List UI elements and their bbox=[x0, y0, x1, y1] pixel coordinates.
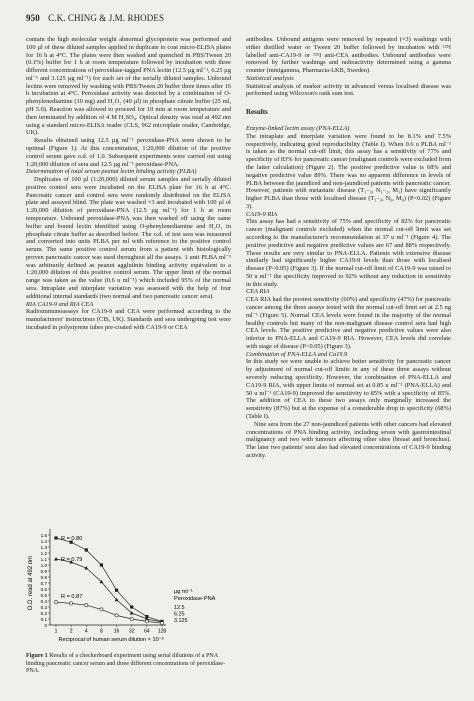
x-axis-label: Reciprocal of human serum dilution × 10⁻³ bbox=[58, 637, 164, 643]
figure-caption bbox=[26, 653, 231, 676]
data-point bbox=[85, 604, 88, 607]
y-tick-label: 0.1 bbox=[40, 616, 47, 622]
x-tick-label: 64 bbox=[144, 628, 150, 635]
data-point bbox=[85, 548, 88, 551]
data-point bbox=[130, 605, 133, 608]
section-heading: Combination of PNA-ELLA and Ca19.9 bbox=[246, 350, 348, 358]
y-tick-label: 0 bbox=[44, 622, 47, 628]
data-point bbox=[160, 622, 163, 625]
series-line-0 bbox=[56, 538, 162, 621]
section-heading: RIA CA19-9 and RIA CEA bbox=[26, 300, 94, 308]
y-tick-label: 0.3 bbox=[40, 604, 47, 610]
y-tick-label: 1.0 bbox=[40, 562, 47, 568]
data-point bbox=[100, 608, 103, 611]
y-tick-label: 0.5 bbox=[40, 592, 47, 598]
data-point bbox=[54, 601, 57, 604]
series-r-label: R = 0.87 bbox=[61, 594, 83, 601]
paragraph: Results obtained using 12.5 µg ml⁻¹ peroxidase-PNA were shown to be optimal (Figure 1). At this concentration, 1:20,000 dilution of the positive control serum gave o.d. of 1.0. Subsequent experiments were carried out using 1:20,000 dilution of sera and 12.5 µg ml⁻¹ peroxidase-PNA. bbox=[26, 137, 231, 168]
legend-title: Peroxidase-PNA bbox=[174, 596, 216, 602]
section-heading: Determination of total serum peanut lectin binding activity (PLBA) bbox=[26, 168, 197, 176]
y-tick-label: 0.8 bbox=[40, 574, 47, 580]
results-heading: Results bbox=[246, 108, 268, 117]
chart-marks bbox=[54, 536, 187, 625]
running-header bbox=[26, 13, 164, 23]
y-tick-label: 1.2 bbox=[40, 550, 47, 556]
legend-entry: 3.125 bbox=[174, 618, 188, 624]
y-tick-label: 1.1 bbox=[40, 556, 47, 562]
running-title: C.K. CHING & J.M. RHODES bbox=[48, 13, 165, 23]
paragraph: Duplicates of 100 µl (1:20,000) diluted serum samples and serially diluted positive control sera were incubated on the ELISA plate for 16 h at 4°C. Pancreatic cancer and control sera were randomly distributed on the ELISA plate and assayed blind. The plate was washed ×3 and incubated with 100 µl of 1:20,000 dilution of peroxidase-PNA (12.5 µg ml⁻¹) for 1 h at room temperature. Unbound peroxidase-PNA was then washed off using the same buffer and bound lectin identified using O-phenylenediamine and H₂O₂ in phosphate citrate buffer as described before. The o.d. of test sera was measured and converted into units PLBA per ml with reference to the positive control serum. The same positive control serum from a patient with histologically proven pancreatic cancer was used throughout all the assays. 1 unit PLBA ml⁻¹ was arbitrarily defined as peanut agglutinin binding activity equivalent to a 1:20,000 dilution of this positive control serum. The upper limit of the normal range was taken as the value (0.6 u ml⁻¹) which included 95% of the normal sera. Intraplate and interplate variation was assessed with the help of four additional internal standards (two normal and two pancreatic cancer sera). bbox=[26, 176, 231, 300]
x-tick-label: 1 bbox=[54, 628, 58, 635]
paragraph: This assay has had a sensitivity of 75% and specificity of 82% for pancreatic cancer (malignant controls excluded) when the normal cut-off limit was set according to the manufacturer's recommendation at 37 u ml⁻¹ (Figure 4). The positive predictive and negative predictive values are 67 and 88% respectively. These results are very similar to PNA-ELLA. Patients with extensive disease similarly had significantly higher CA19-9 levels than those with localised disease (P<0.05) (Figure 3). If the normal cut-off limit of CA19-9 was raised to 50 u ml⁻¹ the specificity improved to 92% without any reduction in sensitivity in this study. bbox=[246, 218, 451, 288]
x-tick-label: 8 bbox=[100, 628, 103, 635]
figure-1-chart bbox=[26, 525, 231, 643]
paragraph: CEA RIA had the poorest sensitivity (60%) and specificity (47%) for pancreatic cancer among the three assays tested with the normal cut-off limit set at 2.5 ng ml⁻¹ (Figure 5). Normal CEA levels were found in the majority of the normal healthy controls but many of the non-malignant disease control sera had high CEA levels. The positive predictive and negative predictive values were also inferior to PNA-ELLA and CA19-9 RIA. However, CEA levels did correlate with stage of disease (P<0.05) (Figure 3). bbox=[246, 296, 451, 350]
x-tick-label: 16 bbox=[113, 628, 120, 635]
y-tick-label: 0.2 bbox=[40, 610, 47, 616]
y-tick-label: 0.9 bbox=[40, 568, 47, 574]
section-heading: Statistical analysis bbox=[246, 74, 294, 82]
data-point bbox=[115, 589, 118, 592]
y-tick-label: 1.4 bbox=[40, 538, 47, 544]
paragraph: The intraplate and interplate variation were found to be 8.1% and 7.5% respectively, indicating good reproducibility (Table I). When 0.6 u PLBA ml⁻¹ is taken as the normal cut-off limit, this assay has a sensitivity of 77% and specificity of 83% for pancreatic cancer (malignant controls were excluded from the latter calculation) (Figure 2). The positive predictive value is 68% and negative predictive value 89%. There was no apparent difference in levels of PLBA between the jaundiced and non-jaundiced patients with pancreatic cancer. However, patients with metastatic disease (T₁₋₃, N₁₋₂, M₁) have significantly higher PLBA than those with localised disease (T₁₋₃, N₀, M₀) (P<0.02) (Figure 3). bbox=[246, 132, 451, 210]
x-tick-label: 128 bbox=[157, 628, 167, 635]
legend-entry: 6.25 bbox=[174, 611, 185, 618]
caption-text: Results of a checkerboard experiment using serial dilutions of a PNA binding pancreatic cancer serum and three different concentrations of peroxidase-PNA. bbox=[26, 653, 226, 675]
data-point bbox=[54, 536, 57, 539]
paragraph: antibodies. Unbound antigens were removed by repeated (×3) washings with either distilled water or Tween 20 buffer followed by incubation with ¹²⁵I labelled anti-CA19-9 or ¹²⁵I anti-CEA antibodies. Unbound antibodies were removed by further washings and radioactivity determined using a gamma counter (minigamma, Pharmacia-LKB, Sweden). bbox=[246, 36, 451, 75]
caption-label: Figure 1 bbox=[26, 653, 48, 659]
x-tick-label: 4 bbox=[84, 628, 88, 635]
paragraph: Radioimmunoassays for CA19-9 and CEA were performed according to the manufacturers' instructions (CIS, UK). Standards and sera undergoing test were incubated in polystyrene tubes pre-coated with CA19-9 or CEA bbox=[26, 308, 231, 331]
section-heading: Enzyme-linked lectin assay (PNA-ELLA) bbox=[246, 125, 350, 133]
legend-title-unit: µg ml⁻¹ bbox=[174, 589, 193, 595]
series-r-label: R = 0.79 bbox=[61, 557, 83, 563]
y-tick-label: 0.6 bbox=[40, 586, 47, 592]
paragraph: In this study we were unable to achieve better sensitivity for pancreatic cancer by adjustment of normal cut-off limits in any of these three assays without severely reducing specificity. However, the combination of PNA-ELLA and CA19-9 RIA, with upper limits of normal set at 0.85 u ml⁻¹ (PNA-ELLA) and 50 u ml⁻¹ (CA19-9) improved the sensitivity to 85% with a specificity of 85%. The addition of CEA to these two assays only marginally increased the sensitivity (87%) but at the expense of a considerable drop in specificity (68%) (Table I). bbox=[246, 358, 451, 420]
data-point bbox=[100, 563, 103, 566]
left-column bbox=[26, 36, 231, 332]
legend-entry: 12.5 bbox=[174, 605, 185, 611]
right-column bbox=[246, 36, 451, 460]
page-number: 950 bbox=[26, 13, 40, 23]
y-tick-label: 0.7 bbox=[40, 580, 47, 586]
y-tick-label: 0.4 bbox=[40, 598, 47, 604]
paragraph: Statistical analysis of marker activity in advanced versus localised disease was performed using Wilcoxon's rank sum test. bbox=[246, 82, 451, 98]
section-heading: CEA RIA bbox=[246, 288, 270, 296]
y-tick-label: 1.3 bbox=[40, 544, 47, 550]
data-point bbox=[145, 620, 148, 623]
x-tick-label: 32 bbox=[128, 628, 135, 635]
series-r-label: R = 0.80 bbox=[61, 536, 83, 542]
x-tick-label: 2 bbox=[69, 628, 73, 635]
paragraph: contain the high molecular weight abnormal glycoprotein was performed and 100 µl of these diluted samples applied in duplicate to coat micro-ELISA plates for 16 h at 4°C. The plates were then washed and quenched in PBS/Tween 20 (0.1%) buffer for 1 h at room temperature followed by incubation with three different concentrations of peroxidase-tagged PNA lectin (12.5 µg ml⁻¹, 6.25 µg ml⁻¹ and 3.125 µg ml⁻¹) for each set of the serially diluted samples. Unbound lectins were removed by washing with PBS/Tween 20 buffer three times after 16 h incubation at 4°C. Peroxidase activity was detected by a combination of O-phenylenediamine (10 mg) and H₂O₂ (40 µl) in phosphate citrate buffer (25 ml, pH 5.0). Reaction was allowed to proceed for 10 min at room temperature and then terminated by addition of 4 M H₂SO₄. Optical density was read at 492 nm using a standard micro-ELISA reader (CLS, 962 microplate reader, Cambridge, UK). bbox=[26, 36, 231, 137]
data-point bbox=[54, 557, 58, 561]
section-heading: CA19-9 RIA bbox=[246, 210, 278, 218]
data-point bbox=[130, 617, 133, 620]
y-axis-label: O.D. read at 492 nm bbox=[28, 555, 34, 611]
y-tick-label: 1.5 bbox=[40, 532, 47, 538]
paragraph: Nine sera from the 27 non-jaundiced patients with other cancers had elevated concentrations of PNA binding activity, including seven with gastrointestinal malignancy and two with tumours affecting other sites (breast and bronchus). The later two patients' sera also had elevated concentrations of CA19-9 binding activity. bbox=[246, 420, 451, 459]
data-point bbox=[115, 614, 118, 617]
data-point bbox=[70, 602, 73, 605]
